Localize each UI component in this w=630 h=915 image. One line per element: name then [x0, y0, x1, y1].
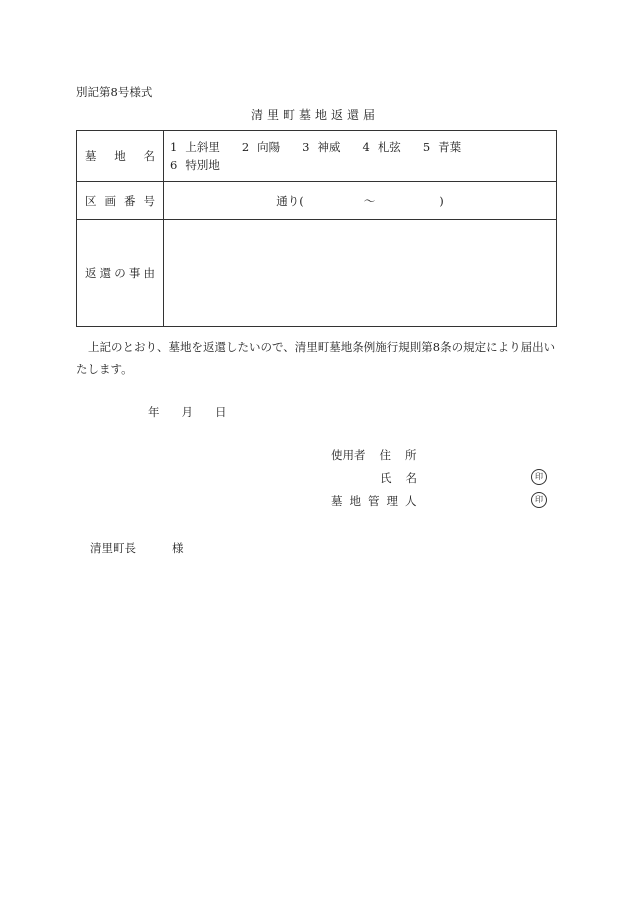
- option-number: 3: [302, 140, 310, 154]
- option-name: 特別地: [185, 158, 220, 172]
- option-number: 5: [422, 140, 431, 154]
- cemetery-option: [302, 138, 340, 156]
- label-char: 由: [143, 266, 155, 280]
- cemetery-label-cell: [77, 131, 164, 182]
- user-name-line: [380, 470, 431, 486]
- label-char: 画: [104, 193, 116, 208]
- date-month: 月: [181, 405, 193, 419]
- cemetery-label: [85, 148, 155, 164]
- reason-row: [77, 220, 557, 327]
- label-char: 番: [124, 193, 136, 208]
- label-char: 名: [143, 149, 155, 163]
- cemetery-options: [164, 138, 556, 174]
- reason-label-cell: [77, 220, 164, 327]
- section-number-label: [85, 193, 155, 209]
- date-line: [148, 404, 227, 420]
- cemetery-options-cell: [164, 131, 557, 182]
- label-char: の: [114, 266, 126, 280]
- street-prefix: 通り(: [276, 193, 304, 208]
- label-char: 区: [85, 193, 97, 208]
- label-char: 号: [143, 193, 155, 208]
- option-name: 向陽: [257, 140, 281, 154]
- seal-mark-icon: 印: [531, 492, 547, 508]
- cemetery-option: [170, 138, 220, 156]
- option-name: 青葉: [438, 140, 462, 154]
- form-number-label: 別記第8号様式: [76, 85, 153, 99]
- label-char: 返: [85, 266, 97, 280]
- section-number-row: [77, 182, 557, 220]
- declaration-text: 上記のとおり、墓地を返還したいので、清里町墓地条例施行規則第8条の規定により届出いたします。: [76, 340, 556, 376]
- address-label: 住所: [379, 448, 431, 462]
- cemetery-options-line-2: [170, 156, 556, 174]
- cemetery-option: [242, 138, 280, 156]
- addressee-title: 清里町長: [90, 541, 136, 555]
- option-number: 1: [170, 140, 178, 154]
- option-name: 神威: [317, 140, 341, 154]
- notification-form-table: [76, 130, 557, 327]
- range-tilde: ～: [363, 193, 376, 208]
- section-number-field[interactable]: [164, 182, 557, 220]
- reason-field[interactable]: [164, 220, 557, 327]
- seal-mark-icon: 印: [531, 469, 547, 485]
- section-label-cell: [77, 182, 164, 220]
- label-char: 事: [128, 266, 141, 280]
- option-number: 2: [241, 140, 250, 154]
- name-label: 氏名: [380, 471, 431, 485]
- manager-line: [331, 493, 424, 509]
- date-year: 年: [148, 405, 160, 419]
- date-day: 日: [215, 405, 227, 419]
- manager-label: 墓地管理人: [331, 494, 424, 508]
- cemetery-row: [77, 131, 557, 182]
- addressee-honorific: 様: [172, 541, 184, 555]
- addressee: [90, 540, 184, 556]
- cemetery-option: [423, 138, 461, 156]
- user-label: 使用者: [331, 448, 366, 462]
- option-number: 4: [362, 140, 370, 154]
- option-name: 上斜里: [185, 140, 220, 154]
- cemetery-option: [362, 138, 400, 156]
- reason-label: [85, 265, 155, 281]
- label-char: 地: [114, 149, 126, 163]
- option-number: 6: [170, 158, 178, 172]
- label-char: 還: [99, 266, 112, 280]
- cemetery-options-line-1: [170, 138, 556, 156]
- label-char: 墓: [85, 149, 97, 163]
- document-title: 清里町墓地返還届: [250, 108, 379, 122]
- user-address-line: [331, 447, 431, 463]
- option-name: 札弦: [377, 140, 401, 154]
- paren-close: ): [439, 193, 444, 208]
- cemetery-option: [170, 156, 220, 174]
